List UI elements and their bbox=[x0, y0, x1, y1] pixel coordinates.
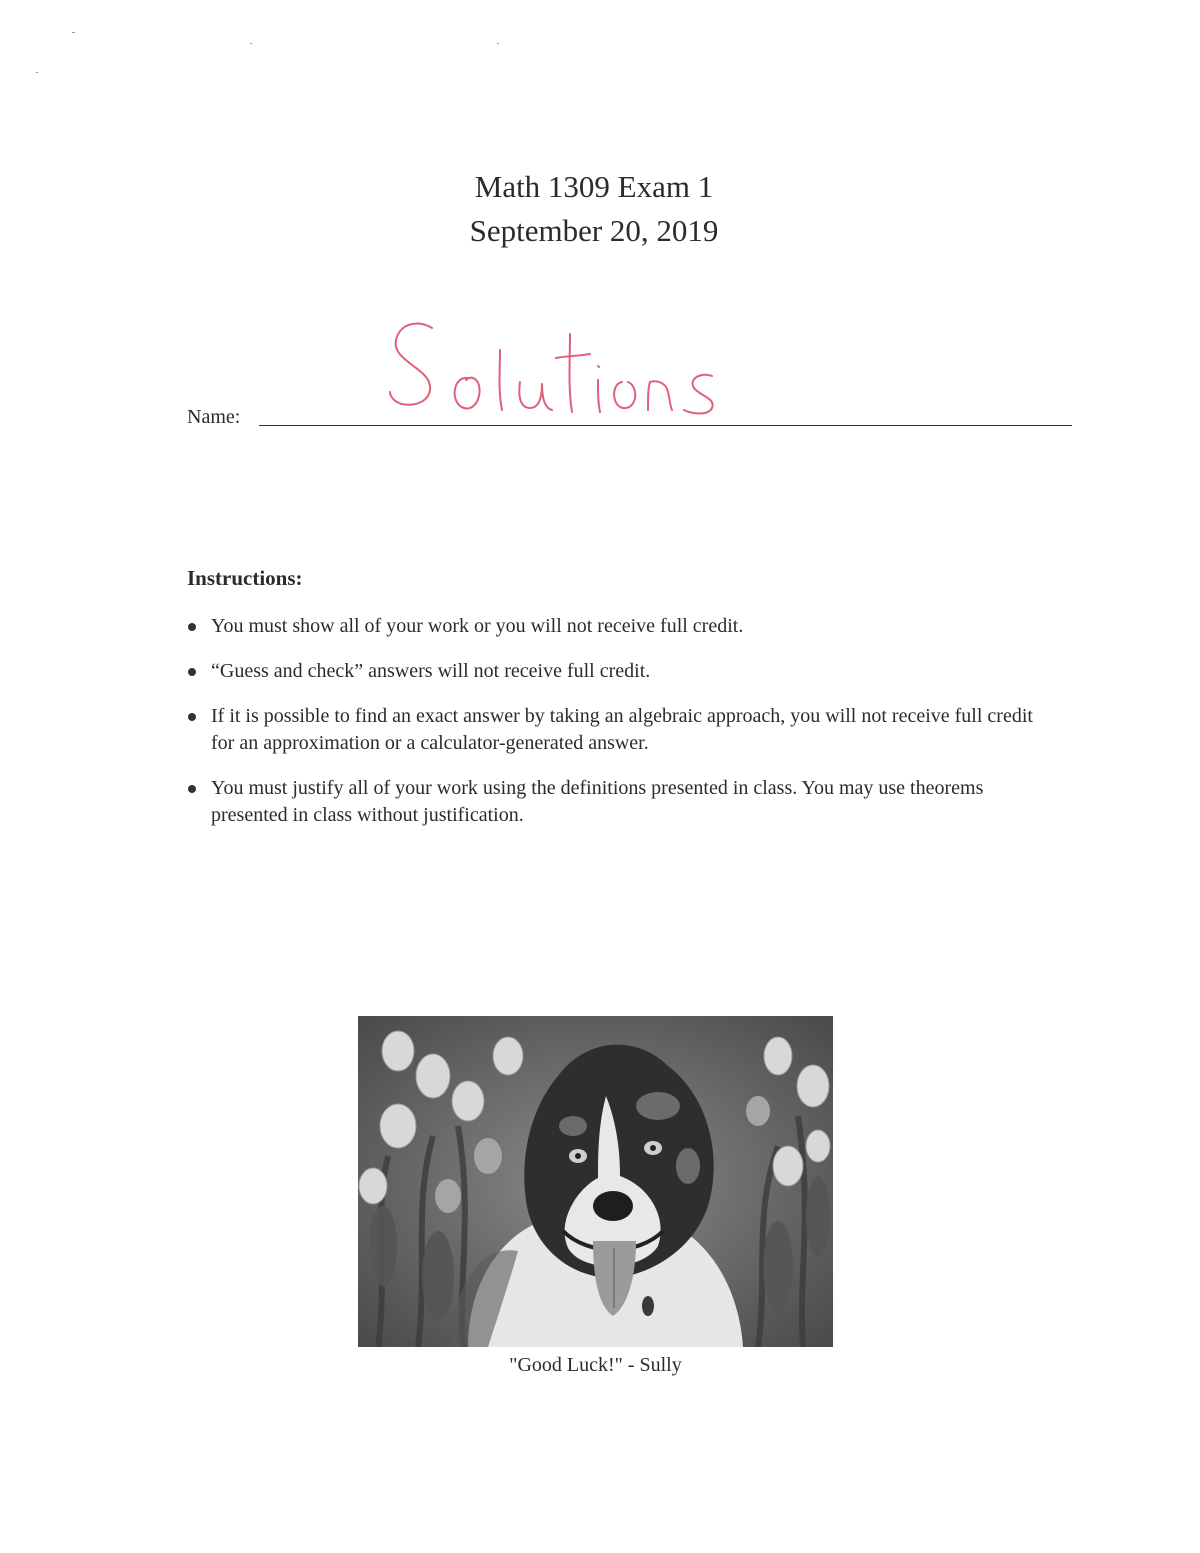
bullet-icon bbox=[188, 713, 196, 721]
instruction-item: You must show all of your work or you will not receive full credit. bbox=[187, 613, 1047, 640]
exam-date: September 20, 2019 bbox=[469, 213, 719, 248]
scan-speck bbox=[497, 43, 499, 44]
bullet-icon bbox=[188, 668, 196, 676]
exam-title: Math 1309 Exam 1 bbox=[474, 169, 714, 204]
photo-caption: "Good Luck!" - Sully bbox=[509, 1354, 682, 1376]
name-field bbox=[187, 400, 1072, 440]
dog-in-tulips-image bbox=[358, 1016, 833, 1347]
instructions-section bbox=[187, 566, 1047, 847]
instruction-item: “Guess and check” answers will not receive full credit. bbox=[187, 658, 1047, 685]
exam-header bbox=[0, 165, 1200, 253]
bullet-icon bbox=[188, 785, 196, 793]
instruction-item: If it is possible to find an exact answer by taking an algebraic approach, you will not receive full credit for an approximation or a calculator-generated answer. bbox=[187, 703, 1047, 757]
scan-speck bbox=[250, 43, 252, 44]
name-label: Name: bbox=[187, 406, 241, 428]
scan-speck bbox=[72, 32, 75, 33]
dog-photo bbox=[358, 1016, 833, 1347]
instruction-item: You must justify all of your work using the definitions presented in class. You may use theorems presented in class without justification. bbox=[187, 775, 1047, 829]
scan-speck bbox=[36, 72, 38, 73]
name-underline bbox=[259, 425, 1072, 426]
instructions-heading: Instructions: bbox=[187, 566, 303, 590]
instructions-list bbox=[187, 613, 1047, 829]
bullet-icon bbox=[188, 623, 196, 631]
